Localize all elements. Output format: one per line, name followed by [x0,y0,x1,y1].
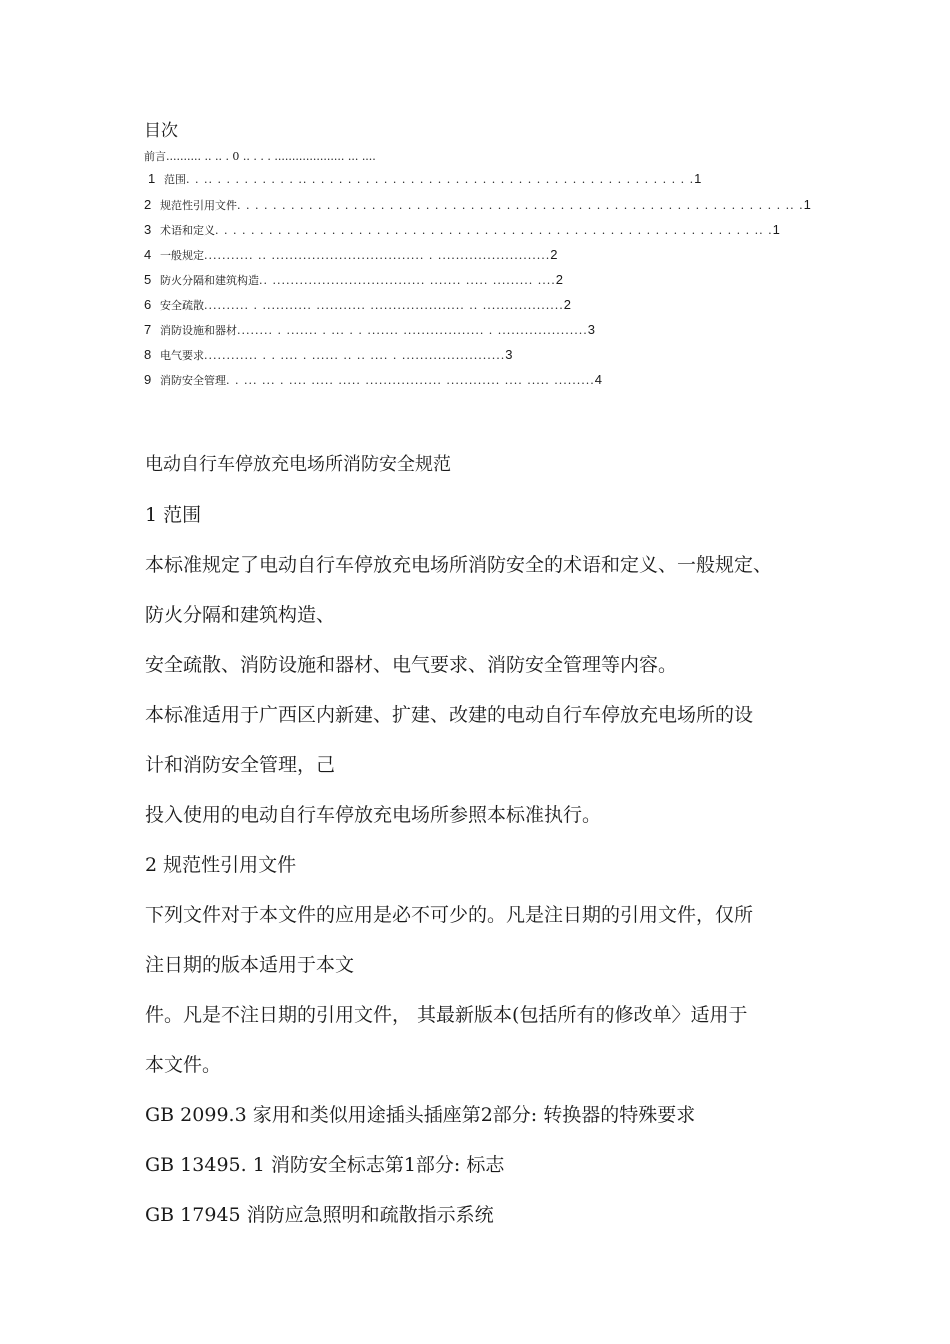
toc-item-label: 规范性引用文件 [160,199,237,212]
toc-item-page: 2 [555,272,564,287]
toc-item-leader: . . . . . . . . . . . . . . . . . . . . . . . . . . . . . . . . . . . . . . . . . . . . . . . . . . . . . . . . . . . . . .. . [237,199,804,212]
toc-item-page: 3 [587,322,595,337]
toc-item [144,322,595,338]
toc-item-leader: . . .. . . . . . . . . . .. . . . . . . . . . . . . . . . . . . . . . . . . . . . . . . . . . . . . . . . . . . . [186,173,695,186]
toc-item [148,171,701,187]
toc-item [144,197,811,213]
toc-item [144,272,563,288]
toc-item-number: 7 [144,322,152,337]
toc-item-number: 6 [144,297,152,312]
reference-entry: GB 2099.3 家用和类似用途插头插座第2部分: 转换器的特殊要求 [145,1104,696,1126]
toc-item-leader: ........... .. .................................. . ......................... [204,249,551,262]
toc-item-leader: . . . . . . . . . . . . . . . . . . . . . . . . . . . . . . . . . . . . . . . . . . . . . . . . . . . . . . . . . . . . .. . [215,224,773,237]
toc-item [144,247,557,263]
paragraph-line: 防火分隔和建筑构造、 [145,604,336,626]
toc-item-number: 9 [144,372,152,387]
paragraph-line: 件。凡是不注日期的引用文件， 其最新版本(包括所有的修改单〉适用于 [145,1004,748,1026]
toc-preface-line: 前言.......... .. .. . 0 .. . . . .................... ... .... [144,150,376,163]
toc-item-page: 1 [772,222,780,237]
toc-item-number: 1 [148,171,156,186]
document-title: 电动自行车停放充电场所消防安全规范 [145,454,451,475]
reference-entry: GB 17945 消防应急照明和疏散指示系统 [145,1204,494,1226]
toc-item-number: 4 [144,247,152,262]
toc-item-leader: .......... . ........... ........... ..................... .. .................. [204,299,564,312]
toc-item-number: 5 [144,272,152,287]
paragraph-line: 本标准规定了电动自行车停放充电场所消防安全的术语和定义、一般规定、 [145,554,773,576]
toc-item-page: 3 [505,347,513,362]
paragraph-line: 安全疏散、消防设施和器材、电气要求、消防安全管理等内容。 [145,654,678,676]
toc-item-page: 4 [594,372,602,387]
section-heading: 1 范围 [145,504,202,526]
toc-item-leader: . . ... ... . .... ..... ..... ................. ............ .... ..... ......... [226,374,595,387]
reference-entry: GB 13495. 1 消防安全标志第1部分: 标志 [145,1154,505,1176]
toc-item-number: 8 [144,347,152,362]
toc-item-number: 2 [144,197,152,212]
toc-item [144,347,513,363]
toc-item-leader: ........ . ....... . ... . . ....... .................. . .................... [237,324,588,337]
paragraph-line: 本标准适用于广西区内新建、扩建、改建的电动自行车停放充电场所的设 [145,704,754,726]
toc-item-page: 1 [694,171,702,186]
paragraph-line: 投入使用的电动自行车停放充电场所参照本标准执行。 [145,804,602,826]
toc-title: 目次 [144,121,178,141]
toc-item-page: 1 [803,197,811,212]
section-heading: 2 规范性引用文件 [145,854,297,876]
toc-item-page: 2 [550,247,558,262]
toc-item-page: 2 [563,297,571,312]
paragraph-line: 计和消防安全管理，己 [145,754,336,776]
toc-item-label: 防火分隔和建筑构造 [160,274,259,287]
toc-item [144,222,780,238]
toc-item [144,372,602,388]
paragraph-line: 下列文件对于本文件的应用是必不可少的。凡是注日期的引用文件，仅所 [145,904,754,926]
toc-item-label: 消防设施和器材 [160,324,237,337]
toc-item-label: 一般规定 [160,249,204,262]
toc-item-label: 范围 [164,173,186,186]
toc-item-number: 3 [144,222,152,237]
toc-item-label: 安全疏散 [160,299,204,312]
paragraph-line: 本文件。 [145,1054,222,1076]
toc-item-leader: .. .................................. ....... ..... ......... .... [259,274,556,287]
paragraph-line: 注日期的版本适用于本文 [145,954,355,976]
toc-item-leader: ............ . . .... . ...... .. .. .... . ....................... [204,349,506,362]
toc-item-label: 术语和定义 [160,224,215,237]
toc-item-label: 消防安全管理 [160,374,226,387]
toc-item-label: 电气要求 [160,349,204,362]
toc-item [144,297,571,313]
